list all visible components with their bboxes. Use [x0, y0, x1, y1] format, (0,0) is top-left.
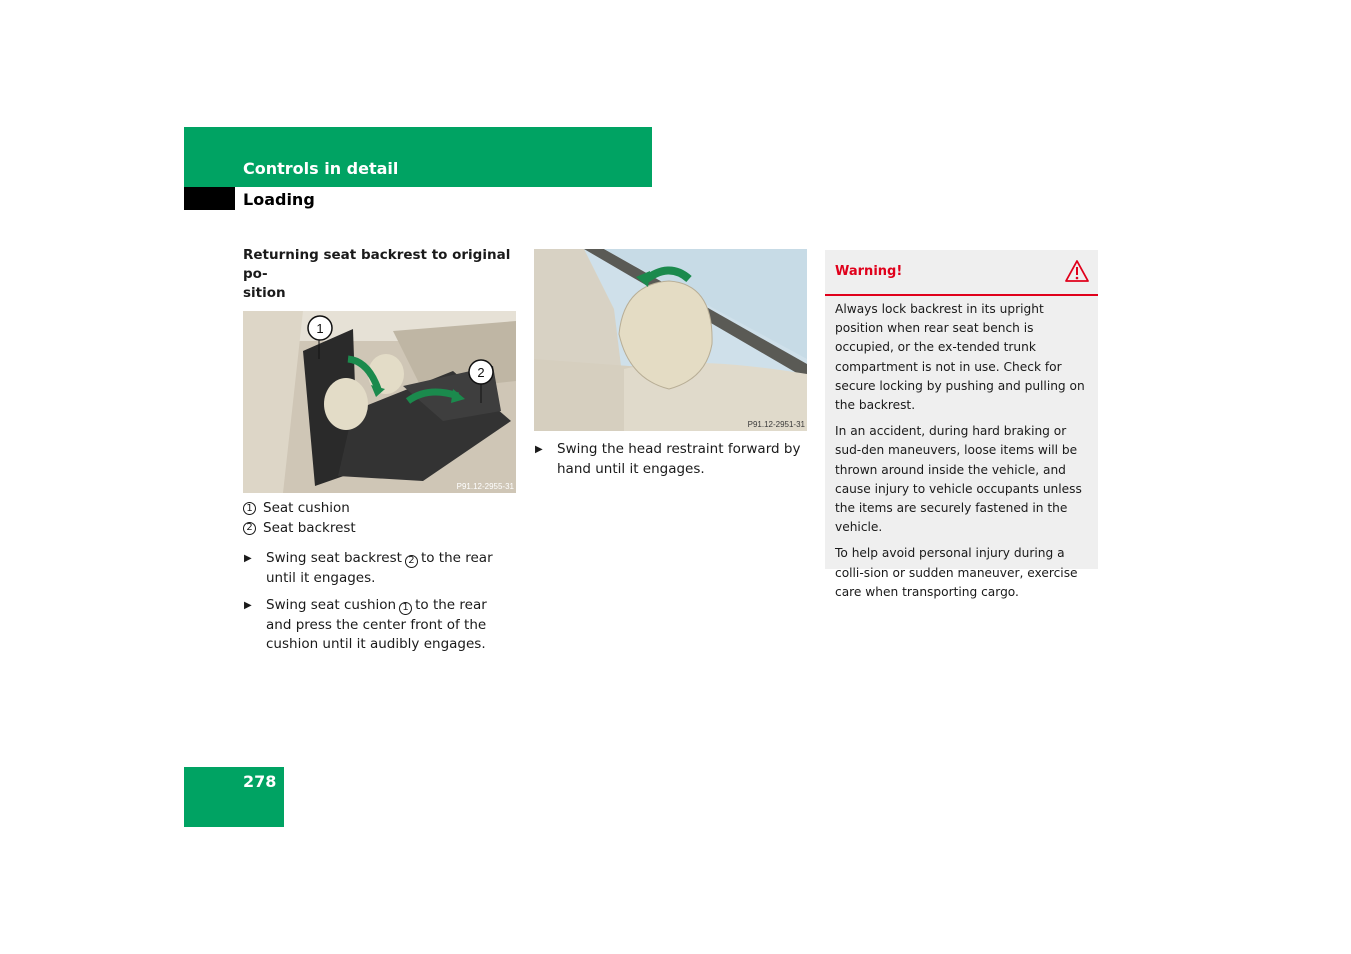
subsection-title: Loading	[243, 190, 315, 209]
triangle-right-icon: ▶	[244, 600, 252, 611]
circled-number: 1	[399, 602, 412, 615]
header-marker	[184, 187, 235, 210]
warning-paragraph: In an accident, during hard braking or sud-den maneuvers, loose items will be thrown around inside the vehicle, and cause injury to vehicle occupants unless the items are securely fastened in the vehicle.	[835, 424, 1082, 535]
legend-item: 2 Seat backrest	[243, 519, 516, 539]
subheading: Returning seat backrest to original po- sition	[243, 247, 511, 301]
figure-code: P91.12-2955-31	[456, 482, 514, 491]
warning-text	[825, 296, 1098, 602]
seat-figure	[243, 311, 516, 493]
svg-text:1: 1	[316, 321, 324, 336]
warning-paragraph: Always lock backrest in its upright position when rear seat bench is occupied, or the ex-tended trunk compartment is not in use. Check for secure locking by pushing and pulling on the backrest.	[835, 302, 1085, 413]
instruction-step: ▶ Swing the head restraint forward by hand until it engages.	[535, 441, 801, 477]
instruction-step: ▶ Swing seat backrest 2 to the rear until it engages.	[244, 550, 493, 586]
section-title: Controls in detail	[243, 159, 399, 178]
head-restraint-figure	[534, 249, 807, 431]
triangle-right-icon: ▶	[244, 553, 252, 564]
warning-title: Warning!	[835, 264, 903, 279]
figure-legend	[243, 499, 516, 538]
circled-number: 2	[405, 555, 418, 568]
warning-paragraph: To help avoid personal injury during a colli-sion or sudden maneuver, exercise care when transporting cargo.	[835, 546, 1078, 599]
warning-triangle-icon	[1064, 259, 1090, 283]
circled-number: 1	[243, 502, 256, 515]
headrest-left	[324, 378, 368, 430]
instruction-step: ▶ Swing seat cushion 1 to the rear and press the center front of the cushion until it audibly engages.	[244, 597, 487, 652]
page-number: 278	[243, 772, 277, 791]
svg-text:2: 2	[477, 365, 485, 380]
left-column	[243, 246, 516, 655]
figure-code: P91.12-2951-31	[747, 420, 805, 429]
warning-box	[825, 250, 1098, 599]
triangle-right-icon: ▶	[535, 444, 543, 455]
warning-header	[825, 250, 1098, 296]
circled-number: 2	[243, 522, 256, 535]
header-band	[184, 127, 652, 187]
legend-item: 1 Seat cushion	[243, 499, 516, 519]
middle-column	[534, 249, 807, 479]
